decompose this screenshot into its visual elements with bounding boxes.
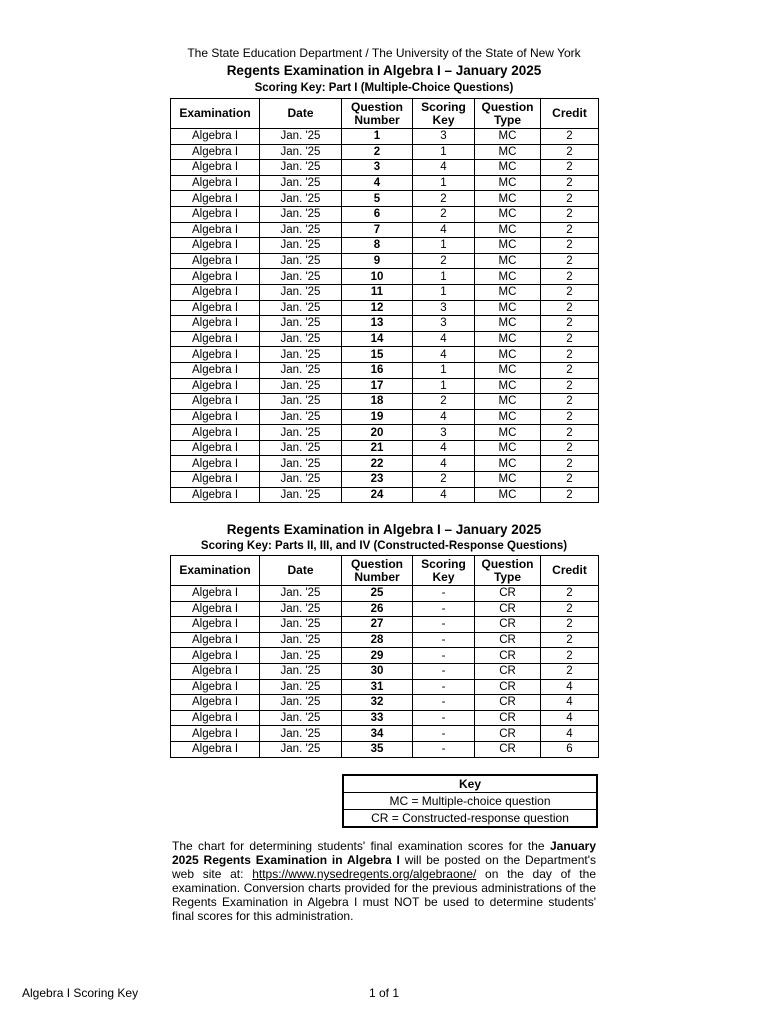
cell-question-type: MC xyxy=(475,160,541,176)
cell-question-number: 5 xyxy=(342,191,413,207)
cell-date: Jan. '25 xyxy=(260,238,342,254)
cell-question-number: 23 xyxy=(342,472,413,488)
cell-credit: 2 xyxy=(541,425,599,441)
col-question-type: Question Type xyxy=(475,556,541,586)
legend-cr: CR = Constructed-response question xyxy=(343,810,597,828)
table-row xyxy=(171,695,599,711)
cell-credit: 2 xyxy=(541,269,599,285)
cell-examination: Algebra I xyxy=(171,648,260,664)
cell-scoring-key: 4 xyxy=(413,456,475,472)
cell-question-number: 26 xyxy=(342,601,413,617)
cell-question-type: MC xyxy=(475,331,541,347)
cell-date: Jan. '25 xyxy=(260,632,342,648)
cell-question-number: 4 xyxy=(342,175,413,191)
cell-examination: Algebra I xyxy=(171,300,260,316)
cell-date: Jan. '25 xyxy=(260,222,342,238)
cell-date: Jan. '25 xyxy=(260,741,342,757)
cell-question-type: MC xyxy=(475,300,541,316)
cell-credit: 2 xyxy=(541,601,599,617)
cell-scoring-key: 4 xyxy=(413,409,475,425)
cell-examination: Algebra I xyxy=(171,472,260,488)
table-row xyxy=(171,632,599,648)
cell-examination: Algebra I xyxy=(171,409,260,425)
cell-date: Jan. '25 xyxy=(260,663,342,679)
table-row xyxy=(171,425,599,441)
cell-date: Jan. '25 xyxy=(260,362,342,378)
cell-question-type: CR xyxy=(475,648,541,664)
cell-credit: 2 xyxy=(541,129,599,145)
cell-scoring-key: 4 xyxy=(413,222,475,238)
cell-question-type: CR xyxy=(475,586,541,602)
cell-question-type: MC xyxy=(475,175,541,191)
cell-scoring-key: - xyxy=(413,695,475,711)
table-row xyxy=(171,238,599,254)
cell-scoring-key: 2 xyxy=(413,394,475,410)
cell-question-number: 11 xyxy=(342,284,413,300)
page-number: 1 of 1 xyxy=(368,986,400,1000)
cell-question-number: 14 xyxy=(342,331,413,347)
cell-question-type: MC xyxy=(475,378,541,394)
cell-date: Jan. '25 xyxy=(260,425,342,441)
cell-question-type: CR xyxy=(475,710,541,726)
cell-question-type: CR xyxy=(475,601,541,617)
mc-scoring-table xyxy=(170,98,599,503)
footer-title: Algebra I Scoring Key xyxy=(22,986,139,1000)
cell-credit: 2 xyxy=(541,409,599,425)
cell-scoring-key: 4 xyxy=(413,160,475,176)
cell-credit: 2 xyxy=(541,378,599,394)
table-row xyxy=(171,601,599,617)
note-bold-exam: January 2025 Regents Examination in Algebra I xyxy=(172,839,596,867)
conversion-chart-note: The chart for determining students' final examination scores for the January 2025 Regents Examination in Algebra I will be posted on the Department's web site at: https://www.nysedregents.org/algebraone/ on the day of the examination. Conversion charts provided for the previous administrations of the Regents Examination in Algebra I must NOT be used to determine students' final scores for this administration. xyxy=(172,839,596,923)
cell-examination: Algebra I xyxy=(171,331,260,347)
cell-credit: 2 xyxy=(541,617,599,633)
cell-question-type: MC xyxy=(475,425,541,441)
col-question-type: Question Type xyxy=(475,99,541,129)
cell-scoring-key: - xyxy=(413,710,475,726)
table-row xyxy=(171,191,599,207)
cell-question-type: MC xyxy=(475,440,541,456)
cell-date: Jan. '25 xyxy=(260,648,342,664)
table-row xyxy=(171,741,599,757)
cell-examination: Algebra I xyxy=(171,191,260,207)
cell-examination: Algebra I xyxy=(171,129,260,145)
cell-date: Jan. '25 xyxy=(260,440,342,456)
cell-credit: 4 xyxy=(541,710,599,726)
cell-scoring-key: - xyxy=(413,741,475,757)
table-header-row xyxy=(171,99,599,129)
cell-date: Jan. '25 xyxy=(260,726,342,742)
cell-credit: 2 xyxy=(541,663,599,679)
cell-date: Jan. '25 xyxy=(260,695,342,711)
cell-credit: 2 xyxy=(541,472,599,488)
cell-scoring-key: 4 xyxy=(413,440,475,456)
cell-date: Jan. '25 xyxy=(260,394,342,410)
cell-credit: 2 xyxy=(541,394,599,410)
table-row xyxy=(171,362,599,378)
cell-question-number: 32 xyxy=(342,695,413,711)
cell-credit: 4 xyxy=(541,679,599,695)
cell-scoring-key: 2 xyxy=(413,253,475,269)
cell-examination: Algebra I xyxy=(171,160,260,176)
cell-credit: 2 xyxy=(541,284,599,300)
department-header: The State Education Department / The University of the State of New York xyxy=(187,46,581,60)
cell-scoring-key: 1 xyxy=(413,269,475,285)
cell-question-type: MC xyxy=(475,409,541,425)
table-row xyxy=(171,663,599,679)
cell-examination: Algebra I xyxy=(171,269,260,285)
cell-credit: 2 xyxy=(541,648,599,664)
cell-question-number: 33 xyxy=(342,710,413,726)
table-row xyxy=(171,472,599,488)
cell-question-number: 22 xyxy=(342,456,413,472)
cell-credit: 4 xyxy=(541,726,599,742)
cell-examination: Algebra I xyxy=(171,222,260,238)
cell-credit: 2 xyxy=(541,144,599,160)
table-row xyxy=(171,253,599,269)
cell-credit: 2 xyxy=(541,456,599,472)
col-examination: Examination xyxy=(171,99,260,129)
cell-question-number: 25 xyxy=(342,586,413,602)
cell-question-number: 10 xyxy=(342,269,413,285)
cell-question-number: 3 xyxy=(342,160,413,176)
cell-question-type: MC xyxy=(475,191,541,207)
cell-question-number: 12 xyxy=(342,300,413,316)
cell-credit: 2 xyxy=(541,347,599,363)
table-row xyxy=(171,456,599,472)
cell-question-number: 9 xyxy=(342,253,413,269)
cell-examination: Algebra I xyxy=(171,175,260,191)
cell-question-type: MC xyxy=(475,472,541,488)
cell-date: Jan. '25 xyxy=(260,347,342,363)
cell-question-type: CR xyxy=(475,679,541,695)
cell-question-type: CR xyxy=(475,663,541,679)
cell-scoring-key: 1 xyxy=(413,175,475,191)
cell-date: Jan. '25 xyxy=(260,487,342,503)
table-row xyxy=(171,316,599,332)
cell-date: Jan. '25 xyxy=(260,300,342,316)
cell-examination: Algebra I xyxy=(171,394,260,410)
cell-question-number: 35 xyxy=(342,741,413,757)
nysed-link[interactable]: https://www.nysedregents.org/algebraone/ xyxy=(252,867,477,881)
cell-scoring-key: 1 xyxy=(413,378,475,394)
cell-question-number: 8 xyxy=(342,238,413,254)
cell-question-type: MC xyxy=(475,362,541,378)
cell-question-type: CR xyxy=(475,741,541,757)
cell-examination: Algebra I xyxy=(171,663,260,679)
table-row xyxy=(171,300,599,316)
cell-credit: 2 xyxy=(541,160,599,176)
cell-question-number: 7 xyxy=(342,222,413,238)
cell-scoring-key: 3 xyxy=(413,300,475,316)
cell-examination: Algebra I xyxy=(171,316,260,332)
table-row xyxy=(171,710,599,726)
cell-credit: 2 xyxy=(541,253,599,269)
cell-credit: 2 xyxy=(541,206,599,222)
cell-question-type: MC xyxy=(475,222,541,238)
cell-credit: 2 xyxy=(541,440,599,456)
table-row xyxy=(171,222,599,238)
cell-scoring-key: 2 xyxy=(413,191,475,207)
cell-examination: Algebra I xyxy=(171,679,260,695)
cell-date: Jan. '25 xyxy=(260,586,342,602)
col-date: Date xyxy=(260,556,342,586)
cell-scoring-key: 1 xyxy=(413,362,475,378)
cell-examination: Algebra I xyxy=(171,238,260,254)
table-row xyxy=(171,648,599,664)
table-row xyxy=(171,409,599,425)
part2-subtitle: Scoring Key: Parts II, III, and IV (Constructed-Response Questions) xyxy=(200,540,568,552)
cr-table-body xyxy=(171,586,599,758)
cell-scoring-key: 4 xyxy=(413,331,475,347)
cell-examination: Algebra I xyxy=(171,617,260,633)
table-row xyxy=(171,617,599,633)
cell-scoring-key: 3 xyxy=(413,316,475,332)
cell-question-number: 18 xyxy=(342,394,413,410)
cell-credit: 2 xyxy=(541,191,599,207)
cell-examination: Algebra I xyxy=(171,710,260,726)
cell-date: Jan. '25 xyxy=(260,601,342,617)
cell-examination: Algebra I xyxy=(171,695,260,711)
cell-question-type: MC xyxy=(475,238,541,254)
cell-date: Jan. '25 xyxy=(260,617,342,633)
cell-question-type: CR xyxy=(475,617,541,633)
cell-scoring-key: 2 xyxy=(413,206,475,222)
cell-date: Jan. '25 xyxy=(260,144,342,160)
cell-question-type: CR xyxy=(475,695,541,711)
cell-question-number: 34 xyxy=(342,726,413,742)
cell-credit: 2 xyxy=(541,222,599,238)
cell-question-number: 13 xyxy=(342,316,413,332)
cell-question-number: 31 xyxy=(342,679,413,695)
cell-question-type: MC xyxy=(475,206,541,222)
col-question-number: Question Number xyxy=(342,99,413,129)
cell-question-number: 29 xyxy=(342,648,413,664)
cell-question-type: MC xyxy=(475,284,541,300)
cell-question-type: MC xyxy=(475,487,541,503)
cell-question-number: 1 xyxy=(342,129,413,145)
cell-date: Jan. '25 xyxy=(260,269,342,285)
cell-question-number: 2 xyxy=(342,144,413,160)
cell-question-number: 17 xyxy=(342,378,413,394)
cell-credit: 4 xyxy=(541,695,599,711)
cell-question-type: CR xyxy=(475,726,541,742)
table-row xyxy=(171,331,599,347)
cell-question-type: MC xyxy=(475,394,541,410)
cell-scoring-key: - xyxy=(413,679,475,695)
cr-scoring-table xyxy=(170,555,599,758)
cell-question-number: 20 xyxy=(342,425,413,441)
cell-scoring-key: 1 xyxy=(413,238,475,254)
col-date: Date xyxy=(260,99,342,129)
cell-examination: Algebra I xyxy=(171,206,260,222)
cell-credit: 2 xyxy=(541,586,599,602)
cell-scoring-key: - xyxy=(413,663,475,679)
cell-credit: 2 xyxy=(541,487,599,503)
col-scoring-key: Scoring Key xyxy=(413,99,475,129)
cell-examination: Algebra I xyxy=(171,726,260,742)
cell-date: Jan. '25 xyxy=(260,284,342,300)
cell-question-number: 15 xyxy=(342,347,413,363)
mc-table-body xyxy=(171,129,599,503)
cell-credit: 2 xyxy=(541,362,599,378)
exam-title-2: Regents Examination in Algebra I – January 2025 xyxy=(226,522,542,537)
cell-date: Jan. '25 xyxy=(260,456,342,472)
cell-credit: 2 xyxy=(541,316,599,332)
legend-mc: MC = Multiple-choice question xyxy=(389,793,551,808)
cell-question-number: 6 xyxy=(342,206,413,222)
table-row xyxy=(171,586,599,602)
cell-question-number: 30 xyxy=(342,663,413,679)
cell-scoring-key: - xyxy=(413,726,475,742)
cell-question-number: 21 xyxy=(342,440,413,456)
cell-date: Jan. '25 xyxy=(260,679,342,695)
cell-question-type: CR xyxy=(475,632,541,648)
cell-date: Jan. '25 xyxy=(260,331,342,347)
cell-date: Jan. '25 xyxy=(260,175,342,191)
table-row xyxy=(171,284,599,300)
exam-title: Regents Examination in Algebra I – January 2025 xyxy=(226,63,542,78)
cell-examination: Algebra I xyxy=(171,362,260,378)
table-row xyxy=(171,129,599,145)
cell-question-type: MC xyxy=(475,347,541,363)
col-question-number: Question Number xyxy=(342,556,413,586)
cell-scoring-key: 1 xyxy=(413,284,475,300)
cell-scoring-key: 4 xyxy=(413,487,475,503)
table-row xyxy=(171,347,599,363)
table-row xyxy=(171,206,599,222)
cell-credit: 6 xyxy=(541,741,599,757)
cell-date: Jan. '25 xyxy=(260,472,342,488)
cell-scoring-key: 4 xyxy=(413,347,475,363)
cell-examination: Algebra I xyxy=(171,487,260,503)
table-row xyxy=(171,679,599,695)
cell-question-type: MC xyxy=(475,269,541,285)
cell-credit: 2 xyxy=(541,300,599,316)
cell-question-type: MC xyxy=(475,253,541,269)
cell-examination: Algebra I xyxy=(171,632,260,648)
cell-scoring-key: 3 xyxy=(413,129,475,145)
table-row xyxy=(171,440,599,456)
cell-date: Jan. '25 xyxy=(260,316,342,332)
cell-date: Jan. '25 xyxy=(260,409,342,425)
cell-question-type: MC xyxy=(475,316,541,332)
cell-examination: Algebra I xyxy=(171,425,260,441)
cell-question-type: MC xyxy=(475,144,541,160)
cell-date: Jan. '25 xyxy=(260,378,342,394)
cell-examination: Algebra I xyxy=(171,456,260,472)
cell-examination: Algebra I xyxy=(171,440,260,456)
legend-title: Key xyxy=(343,775,597,793)
cell-examination: Algebra I xyxy=(171,586,260,602)
cell-credit: 2 xyxy=(541,632,599,648)
cell-scoring-key: 2 xyxy=(413,472,475,488)
table-row xyxy=(171,269,599,285)
cell-date: Jan. '25 xyxy=(260,191,342,207)
table-header-row xyxy=(171,556,599,586)
table-row xyxy=(171,487,599,503)
cell-question-number: 28 xyxy=(342,632,413,648)
cell-date: Jan. '25 xyxy=(260,129,342,145)
table-row xyxy=(171,726,599,742)
cell-scoring-key: - xyxy=(413,617,475,633)
cell-question-number: 27 xyxy=(342,617,413,633)
cell-examination: Algebra I xyxy=(171,347,260,363)
col-credit: Credit xyxy=(541,99,599,129)
cell-question-number: 24 xyxy=(342,487,413,503)
cell-date: Jan. '25 xyxy=(260,160,342,176)
legend-box xyxy=(342,774,598,828)
table-row xyxy=(171,144,599,160)
cell-examination: Algebra I xyxy=(171,284,260,300)
cell-scoring-key: - xyxy=(413,586,475,602)
cell-scoring-key: - xyxy=(413,601,475,617)
cell-question-number: 16 xyxy=(342,362,413,378)
cell-credit: 2 xyxy=(541,175,599,191)
cell-scoring-key: 1 xyxy=(413,144,475,160)
cell-examination: Algebra I xyxy=(171,378,260,394)
cell-credit: 2 xyxy=(541,331,599,347)
table-row xyxy=(171,378,599,394)
cell-scoring-key: - xyxy=(413,648,475,664)
table-row xyxy=(171,394,599,410)
col-examination: Examination xyxy=(171,556,260,586)
cell-credit: 2 xyxy=(541,238,599,254)
cell-question-type: MC xyxy=(475,129,541,145)
col-credit: Credit xyxy=(541,556,599,586)
table-row xyxy=(171,160,599,176)
cell-date: Jan. '25 xyxy=(260,710,342,726)
cell-question-type: MC xyxy=(475,456,541,472)
cell-scoring-key: 3 xyxy=(413,425,475,441)
cell-question-number: 19 xyxy=(342,409,413,425)
cell-date: Jan. '25 xyxy=(260,253,342,269)
part1-subtitle: Scoring Key: Part I (Multiple-Choice Questions) xyxy=(254,82,514,94)
cell-scoring-key: - xyxy=(413,632,475,648)
cell-examination: Algebra I xyxy=(171,601,260,617)
col-scoring-key: Scoring Key xyxy=(413,556,475,586)
cell-examination: Algebra I xyxy=(171,741,260,757)
cell-examination: Algebra I xyxy=(171,253,260,269)
cell-examination: Algebra I xyxy=(171,144,260,160)
cell-date: Jan. '25 xyxy=(260,206,342,222)
table-row xyxy=(171,175,599,191)
